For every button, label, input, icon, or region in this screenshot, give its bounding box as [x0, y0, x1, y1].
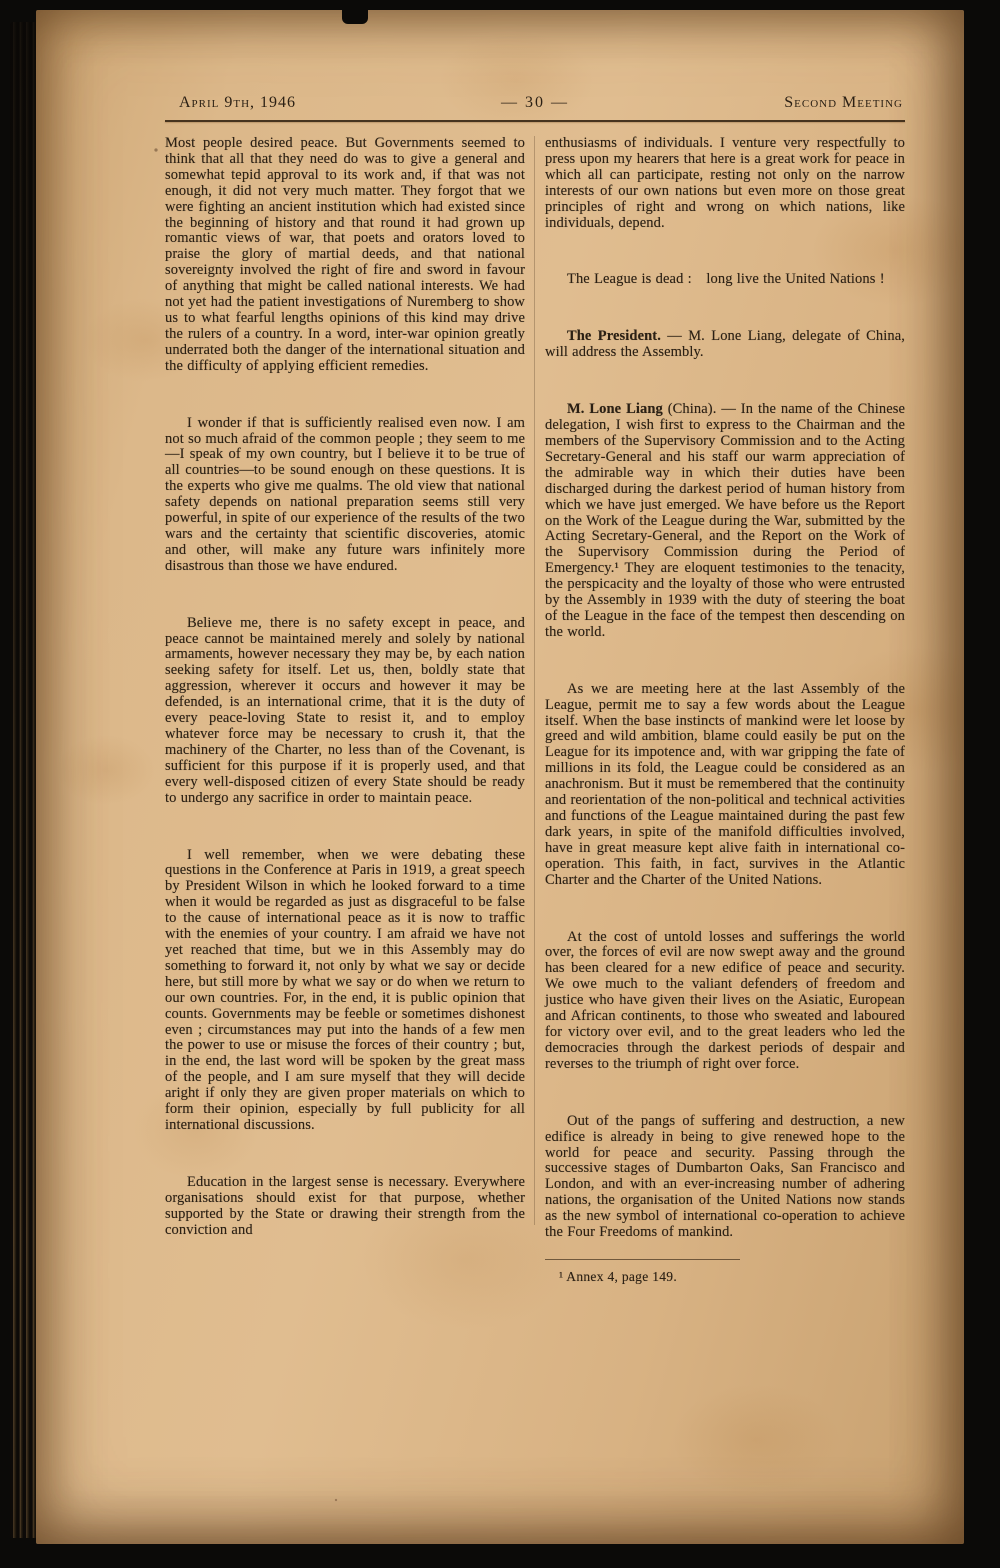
paragraph-i-wonder: I wonder if that is sufficiently realised even now. I am not so much afraid of the common people ; they seem to me—I speak of my own country, but I believe it to be true of all countries—to be sound enough on these questions. It is the experts who give me qualms. The old view that national safety depends on national preparation seems still very powerful, in spite of our experience of the results of the two wars and the certainty that scientific discoveries, atomic and other, will make any future wars infinitely more disastrous than those we have endured. — [165, 414, 525, 574]
paragraph-liang-speech-opening — [545, 402, 905, 641]
left-column — [165, 136, 525, 1285]
header-page-number: — 30 — — [501, 94, 569, 111]
footnote-text: ¹ Annex 4, page 149. — [559, 1268, 678, 1284]
footnote — [545, 1259, 905, 1285]
text-columns — [165, 136, 905, 1285]
binding-notch — [342, 10, 368, 24]
paragraph-continuation: enthusiasms of individuals. I venture very respectfully to press upon my hearers that here is a great work for peace in which all can participate, resting not only on the narrow interests of our own nations but even more on those great principles of right and wrong on which nations, like individuals, depend. — [545, 135, 905, 231]
paragraph-president-announcement — [545, 329, 905, 361]
president-announcement-text: — M. Lone Liang, delegate of China, will address the Assembly. — [545, 328, 905, 361]
paragraph-believe-me: Believe me, there is no safety except in peace, and peace cannot be maintained merely and solely by national armaments, however necessary they may be, by each nation seeking safety for itself. Let us, then, boldly state that aggression, wherever it occurs and however it may be defended, is an international crime, that it is the duty of every peace-loving State to resist it, and to employ whatever force may be necessary to crush it, that the machinery of the Charter, no less than of the Covenant, is sufficient for this purpose if it is properly used, and that every well-disposed citizen of every State should be ready to undergo any sacrifice in order to maintain peace. — [165, 614, 525, 806]
page-content — [165, 94, 905, 1285]
speaker-name-president: The President. — [567, 328, 661, 345]
document-page — [36, 10, 964, 1544]
speaker-name-lone-liang: M. Lone Liang — [567, 401, 663, 418]
paragraph-league-is-dead: The League is dead : long live the United Nations ! — [567, 271, 885, 288]
header-date: April 9th, 1946 — [179, 94, 297, 111]
header-meeting-title: Second Meeting — [784, 94, 903, 111]
header-rule — [165, 120, 905, 122]
paragraph-most-people-desired-peace: Most people desired peace. But Governments seemed to think that all that they need do was to give a general and somewhat tepid approval to its work and, if that was not enough, it did not very much matter. They forgot that we were fighting an ancient institution which had existed since the beginning of history and that round it had grown up romantic views of war, that poets and orators loved to praise the glory of martial deeds, and that national sovereignty involved the right of fire and sword in favour of anything that might be called national interests. We had not yet had the patient investigations of Nuremberg to show us to what fearful lengths opinions of this kind may drive the rulers of a country. In a word, inter-war opinion greatly underrated both the danger of the international situation and the difficulty of applying efficient remedies. — [165, 135, 525, 374]
paragraph-education: Education in the largest sense is necessary. Everywhere organisations should exist for that purpose, whether supported by the State or drawing their strength from the conviction and — [165, 1173, 525, 1238]
paragraph-out-of-the-pangs: Out of the pangs of suffering and destruction, a new edifice is already in being to give renewed hope to the world for peace and security. Passing through the successive stages of Dumbarton Oaks, San Francisco and London, and with an ever-increasing number of adhering nations, the organisation of the United Nations now stands as the new symbol of international co-operation to achieve the Four Freedoms of mankind. — [545, 1112, 905, 1241]
paragraph-last-assembly: As we are meeting here at the last Assembly of the League, permit me to say a few words about the League itself. When the base instincts of mankind were let loose by greed and wild ambition, blame could easily be put on the League for its impotence and, with war gripping the fate of millions in its fold, the League could be considered as an anachronism. But it must be remembered that the continuity and reorientation of the non-political and technical activities and functions of the League maintained during the past few dark years, in spite of the manifold difficulties involved, have in great measure kept alive faith in international co-operation. This faith, in fact, survives in the Atlantic Charter and the Charter of the United Nations. — [545, 680, 905, 888]
page-header — [165, 94, 905, 116]
paragraph-cost-of-losses: At the cost of untold losses and sufferings the world over, the forces of evil are now swept away and the ground has been cleared for a new edifice of peace and security. We owe much to the valiant defenders of freedom and justice who have given their lives on the Asiatic, European and African continents, to those who sweated and laboured for victory over evil, and to the great leaders who led the democracies through the darkest periods of despair and reverses to the triumph of right over force. — [545, 928, 905, 1072]
right-column — [545, 136, 905, 1285]
paragraph-i-well-remember: I well remember, when we were debating these questions in the Conference at Paris in 1919, a great speech by President Wilson in which he looked forward to a time when it would be regarded as just as disgraceful to be false to the cause of international peace as it is now to traffic with the enemies of your country. I am afraid we have not yet reached that time, but we in this Assembly may do something to forward it, not only by what we say or decide here, but still more by what we say or do when we return to our own countries. For, in the end, it is public opinion that counts. Governments may be feeble or sometimes dishonest even ; circumstances may put into the hands of a few men the power to use or misuse the forces of their country ; but, in the end, the last word will be spoken by the great mass of the people, and I am sure myself that they will decide aright if only they are given proper materials on which to form their opinion, especially by full publicity for all international discussions. — [165, 846, 525, 1133]
footnote-rule — [545, 1259, 740, 1260]
liang-speech-text: (China). — In the name of the Chinese delegation, I wish first to express to the Chairman and the members of the Supervisory Commission and to the Acting Secretary-General and his staff our warm appreciation of the admirable way in which their duties have been discharged during the darkest period of human history from which we have just emerged. We have before us the Report on the Work of the League during the War, submitted by the Acting Secretary-General, and the Report on the Work of the Supervisory Commission during the Period of Emergency.¹ They are eloquent testimonies to the tenacity, the perspicacity and the loyalty of those who were entrusted by the Assembly in 1939 with the duty of steering the boat of the League in the face of the tempest then descending on the world. — [545, 401, 906, 640]
column-divider — [534, 136, 535, 1225]
